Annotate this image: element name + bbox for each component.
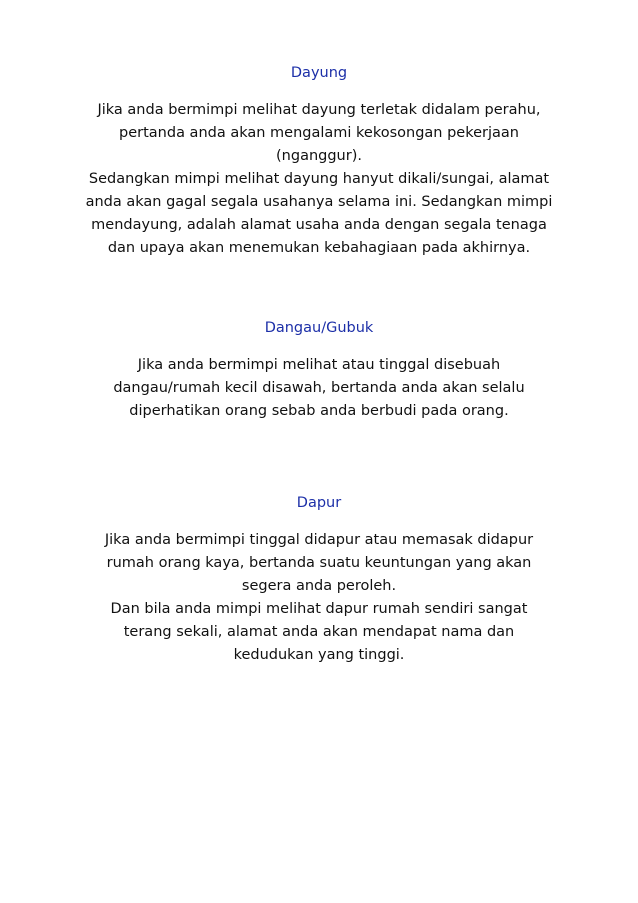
paragraph-line: rumah orang kaya, bertanda suatu keuntungan yang akan (106, 555, 532, 571)
paragraph-line: terang sekali, alamat anda akan mendapat nama dan (123, 624, 515, 640)
paragraph-line: diperhatikan orang sebab anda berbudi pada orang. (129, 403, 509, 419)
section-title-dayung: Dayung (290, 65, 348, 81)
paragraph-line: Sedangkan mimpi melihat dayung hanyut dikali/sungai, alamat (88, 171, 550, 187)
section-body-dapur (0, 529, 638, 667)
section-body-dangau-gubuk (0, 354, 638, 423)
paragraph-line: dangau/rumah kecil disawah, bertanda anda akan selalu (113, 380, 525, 396)
paragraph-line: mendayung, adalah alamat usaha anda dengan segala tenaga (91, 217, 547, 233)
section-dapur (0, 493, 638, 667)
paragraph-line: segera anda peroleh. (241, 578, 397, 594)
paragraph-line: Jika anda bermimpi melihat dayung terletak didalam perahu, (97, 102, 541, 118)
paragraph-line: kedudukan yang tinggi. (233, 647, 405, 663)
section-title-dangau-gubuk: Dangau/Gubuk (264, 320, 374, 336)
paragraph-line: (nganggur). (276, 148, 362, 164)
section-dayung (0, 63, 638, 260)
paragraph-line: anda akan gagal segala usahanya selama ini. Sedangkan mimpi (85, 194, 553, 210)
paragraph-line: Dan bila anda mimpi melihat dapur rumah sendiri sangat (110, 601, 528, 617)
section-dangau-gubuk (0, 318, 638, 423)
paragraph-line: pertanda anda akan mengalami kekosongan pekerjaan (119, 125, 519, 141)
paragraph-line: dan upaya akan menemukan kebahagiaan pada akhirnya. (107, 240, 531, 256)
section-body-dayung (0, 99, 638, 260)
paragraph-line: Jika anda bermimpi melihat atau tinggal disebuah (137, 357, 501, 373)
paragraph-line: Jika anda bermimpi tinggal didapur atau memasak didapur (104, 532, 534, 548)
section-title-dapur: Dapur (296, 495, 342, 511)
